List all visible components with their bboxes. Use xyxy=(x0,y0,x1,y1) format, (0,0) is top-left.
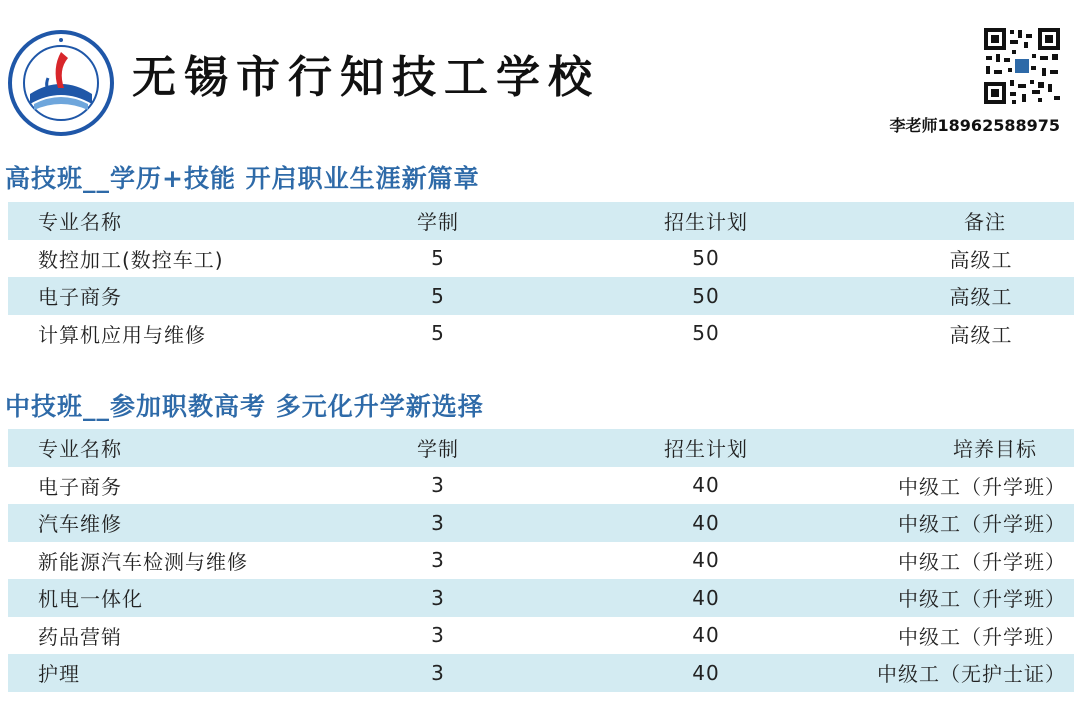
cell-plan: 40 xyxy=(692,548,720,573)
cell-major: 数控加工(数控车工) xyxy=(38,247,224,272)
header-plan: 招生计划 xyxy=(664,437,748,462)
cell-goal: 中级工（无护士证） xyxy=(877,662,1066,687)
school-name: 无锡市行知技工学校 xyxy=(132,52,600,103)
cell-major: 机电一体化 xyxy=(38,587,143,612)
cell-major: 汽车维修 xyxy=(38,512,122,537)
cell-years: 3 xyxy=(431,510,445,535)
cell-goal: 中级工（升学班） xyxy=(898,549,1066,574)
cell-goal: 中级工（升学班） xyxy=(898,512,1066,537)
cell-major: 新能源汽车检测与维修 xyxy=(38,549,248,574)
table-header-row xyxy=(8,429,1074,467)
header-years: 学制 xyxy=(417,210,459,235)
table-row xyxy=(8,542,1074,580)
table-row xyxy=(8,654,1074,692)
cell-years: 3 xyxy=(431,473,445,498)
cell-goal: 中级工（升学班） xyxy=(898,587,1066,612)
table-row xyxy=(8,467,1074,505)
school-logo xyxy=(8,30,114,136)
cell-plan: 40 xyxy=(692,510,720,535)
page-header xyxy=(0,0,1080,150)
cell-note: 高级工 xyxy=(949,247,1013,272)
table-row xyxy=(8,240,1074,278)
cell-plan: 40 xyxy=(692,623,720,648)
cell-plan: 50 xyxy=(692,321,720,346)
cell-goal: 中级工（升学班） xyxy=(898,624,1066,649)
cell-plan: 40 xyxy=(692,660,720,685)
cell-plan: 50 xyxy=(692,283,720,308)
cell-major: 电子商务 xyxy=(38,285,122,310)
cell-major: 电子商务 xyxy=(38,474,122,499)
header-goal: 培养目标 xyxy=(953,437,1037,462)
cell-years: 3 xyxy=(431,660,445,685)
cell-years: 3 xyxy=(431,548,445,573)
header-major: 专业名称 xyxy=(38,437,122,462)
header-major: 专业名称 xyxy=(38,210,122,235)
cell-major: 护理 xyxy=(38,662,80,687)
table-row xyxy=(8,315,1074,353)
cell-years: 5 xyxy=(431,321,445,346)
header-years: 学制 xyxy=(417,437,459,462)
cell-years: 5 xyxy=(431,246,445,271)
cell-years: 5 xyxy=(431,283,445,308)
qr-code-icon[interactable] xyxy=(982,26,1062,106)
section-title-intermediate: 中技班__参加职教高考 多元化升学新选择 xyxy=(5,392,484,421)
section-title-advanced: 高技班__学历+技能 开启职业生涯新篇章 xyxy=(5,164,480,193)
header-note: 备注 xyxy=(964,210,1006,235)
table-row xyxy=(8,277,1074,315)
cell-note: 高级工 xyxy=(949,322,1013,347)
table-header-row xyxy=(8,202,1074,240)
cell-goal: 中级工（升学班） xyxy=(898,474,1066,499)
contact-phone: 李老师18962588975 xyxy=(889,116,1060,135)
advanced-class-table xyxy=(8,202,1074,352)
header-plan: 招生计划 xyxy=(664,210,748,235)
cell-plan: 50 xyxy=(692,246,720,271)
intermediate-class-table xyxy=(8,429,1074,692)
cell-years: 3 xyxy=(431,623,445,648)
cell-years: 3 xyxy=(431,585,445,610)
table-row xyxy=(8,579,1074,617)
cell-note: 高级工 xyxy=(949,285,1013,310)
table-row xyxy=(8,617,1074,655)
cell-major: 药品营销 xyxy=(38,624,122,649)
table-row xyxy=(8,504,1074,542)
cell-major: 计算机应用与维修 xyxy=(38,322,206,347)
cell-plan: 40 xyxy=(692,585,720,610)
cell-plan: 40 xyxy=(692,473,720,498)
